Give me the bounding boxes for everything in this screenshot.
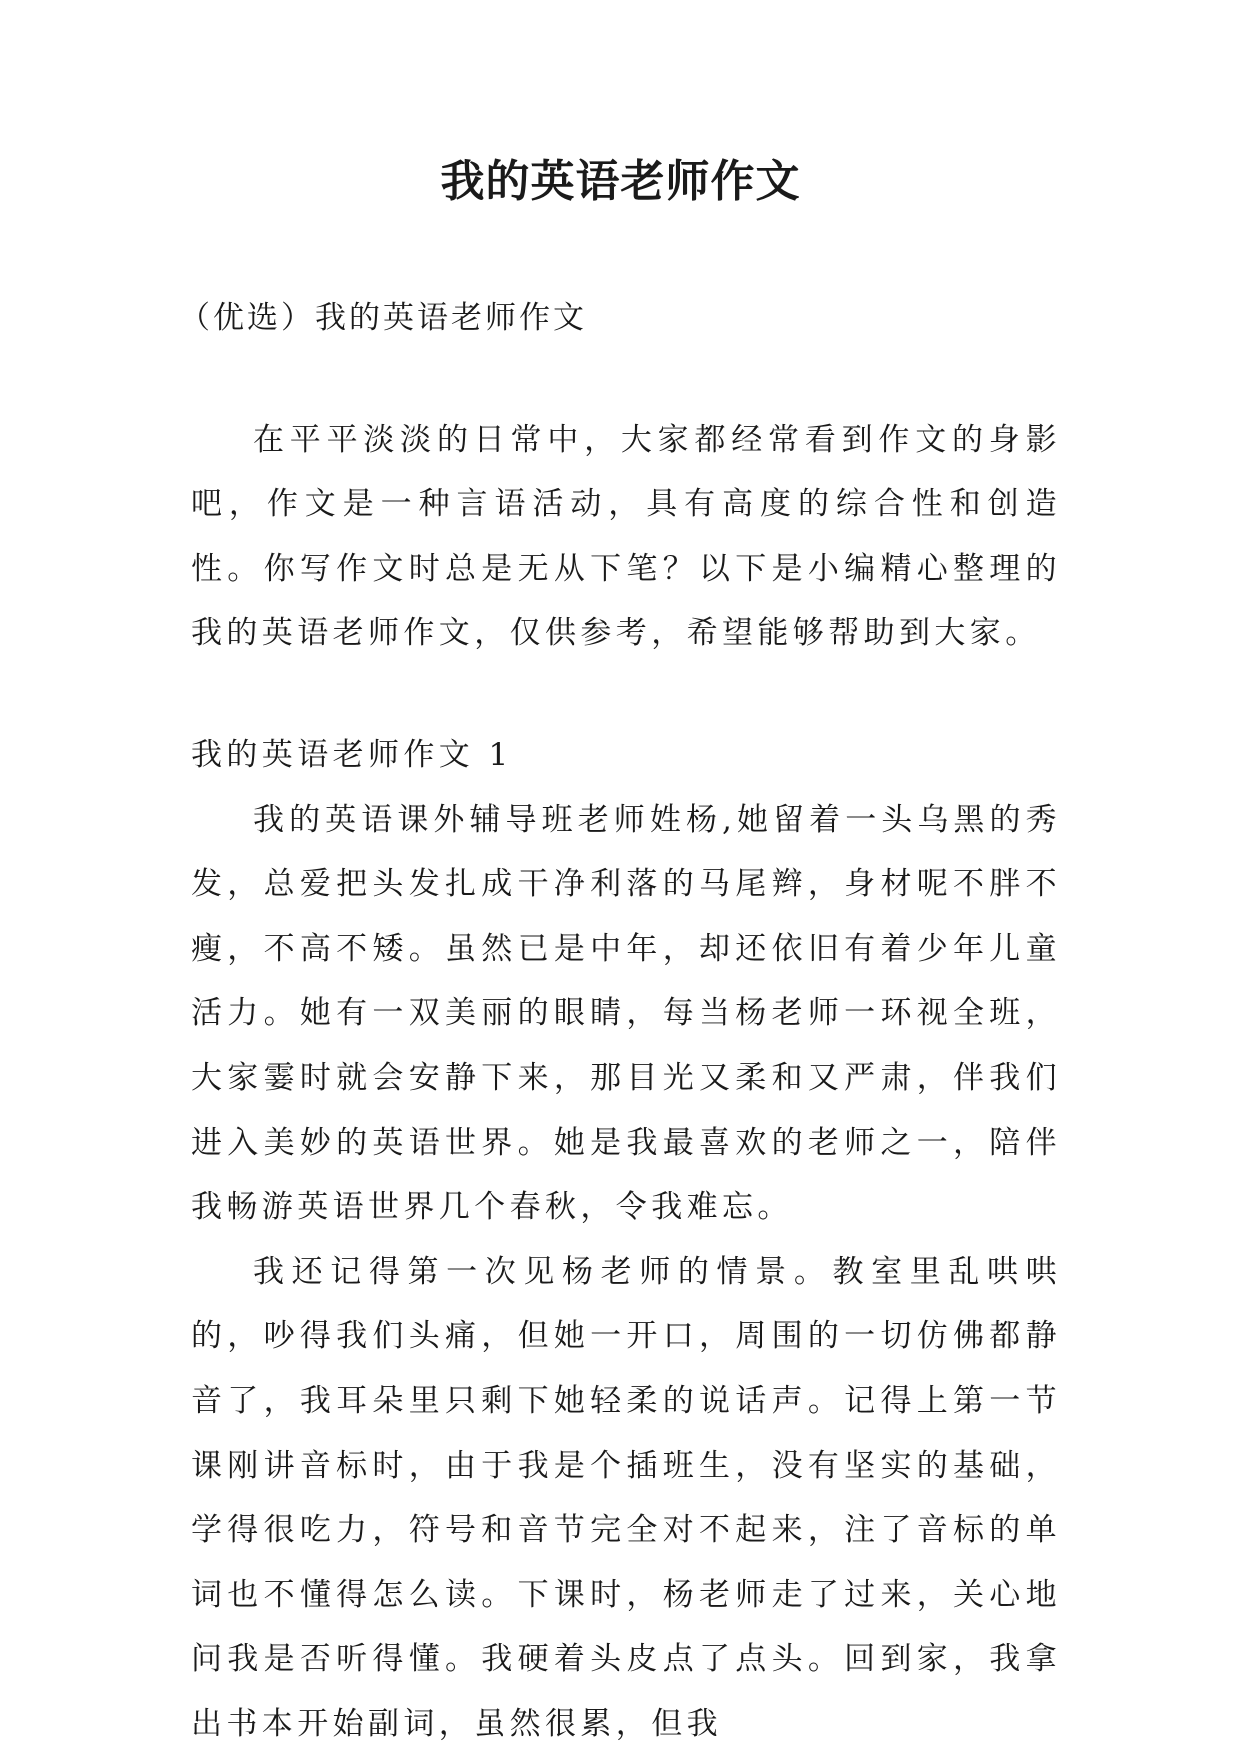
intro-paragraph: 在平平淡淡的日常中，大家都经常看到作文的身影吧，作文是一种言语活动，具有高度的综合性和创造性。你写作文时总是无从下笔？以下是小编精心整理的我的英语老师作文，仅供参考，希望能够帮助到大家。	[191, 421, 1061, 652]
spacer	[191, 666, 1061, 723]
document-subtitle: （优选）我的英语老师作文	[179, 300, 587, 336]
spacer	[191, 351, 1061, 408]
document-body	[179, 286, 1061, 1756]
section-heading: 我的英语老师作文 1	[191, 736, 513, 773]
body-paragraph: 我的英语课外辅导班老师姓杨,她留着一头乌黑的秀发，总爱把头发扎成干净利落的马尾辫，身材呢不胖不瘦，不高不矮。虽然已是中年，却还依旧有着少年儿童活力。她有一双美丽的眼睛，每当杨老师一环视全班，大家霎时就会安静下来，那目光又柔和又严肃，伴我们进入美妙的英语世界。她是我最喜欢的老师之一，陪伴我畅游英语世界几个春秋，令我难忘。	[191, 801, 1061, 1226]
document-title: 我的英语老师作文	[440, 156, 801, 207]
body-paragraph: 我还记得第一次见杨老师的情景。教室里乱哄哄的，吵得我们头痛，但她一开口，周围的一切仿佛都静音了，我耳朵里只剩下她轻柔的说话声。记得上第一节课刚讲音标时，由于我是个插班生，没有坚实的基础，学得很吃力，符号和音节完全对不起来，注了音标的单词也不懂得怎么读。下课时，杨老师走了过来，关心地问我是否听得懂。我硬着头皮点了点头。回到家，我拿出书本开始副词，虽然很累，但我	[191, 1253, 1061, 1742]
